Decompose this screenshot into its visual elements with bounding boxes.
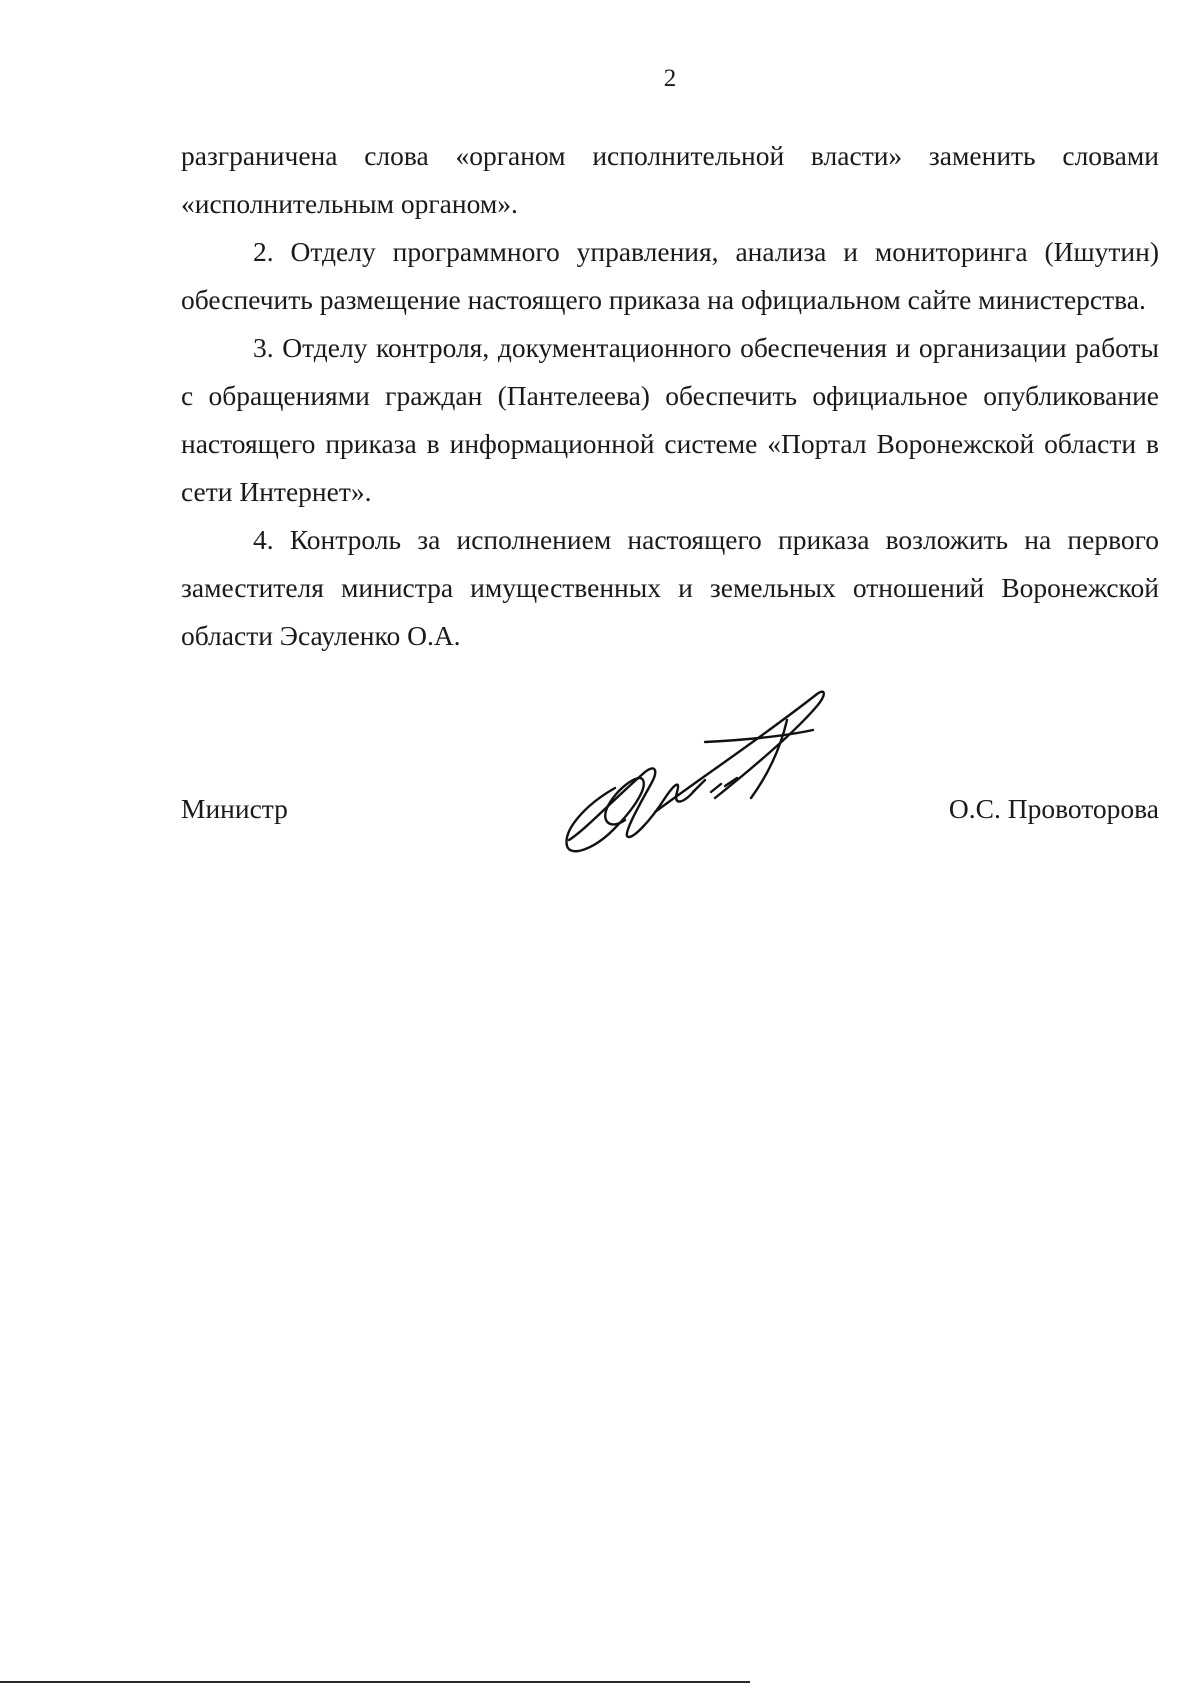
paragraph-1: разграничена слова «органом исполнительной власти» заменить словами «исполнительным органом». — [181, 140, 1159, 219]
paragraph-2: 2. Отделу программного управления, анализа и мониторинга (Ишутин) обеспечить размещение настоящего приказа на официальном сайте министерства. — [181, 236, 1159, 315]
document-body — [181, 132, 1159, 660]
paragraph-3: 3. Отделу контроля, документационного обеспечения и организации работы с обращениями граждан (Пантелеева) обеспечить официальное опубликование настоящего приказа в информационной системе «Портал Воронежской области в сети Интернет». — [181, 332, 1159, 507]
signatory-title: Министр — [181, 793, 288, 824]
signature-block — [181, 785, 1159, 835]
paragraph-4: 4. Контроль за исполнением настоящего приказа возложить на первого заместителя министра имущественных и земельных отношений Воронежской области Эсауленко О.А. — [181, 524, 1159, 651]
signatory-name: О.С. Провоторова — [948, 793, 1159, 824]
page-number: 2 — [663, 65, 677, 92]
bottom-rule — [0, 1681, 750, 1683]
